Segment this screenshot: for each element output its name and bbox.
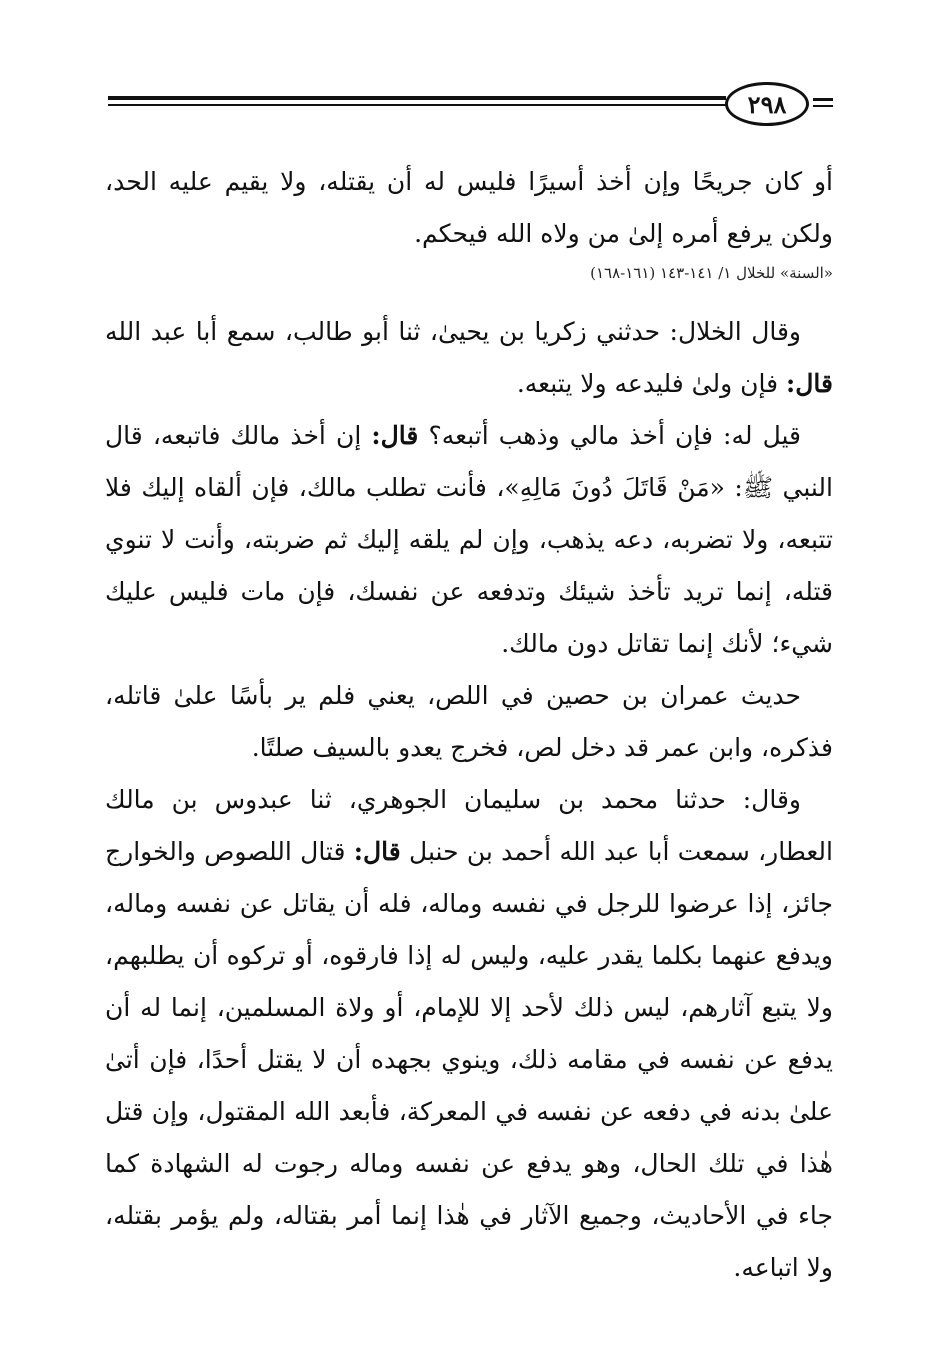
qala-label: قال:: [786, 369, 833, 398]
paragraph-text: فإن ولىٰ فليدعه ولا يتبعه.: [516, 369, 787, 398]
header-rule-end: [813, 98, 833, 107]
paragraph: حديث عمران بن حصين في اللص، يعني فلم ير بأسًا علىٰ قاتله، فذكره، وابن عمر قد دخل لص، فخرج يعدو بالسيف صلتًا.: [105, 681, 833, 762]
paragraph-text: قتال اللصوص والخوارج جائز، إذا عرضوا للرجل في نفسه وماله، فله أن يقاتل عن نفسه وماله، ويدفع عنهما بكلما يقدر عليه، وليس له إذا فارقوه، أو تركوه أن يطلبهم، ولا يتبع آثارهم، ليس ذلك لأحد إلا للإمام، أو ولاة المسلمين، إنما له أن يدفع عن نفسه في مقامه ذلك، وينوي بجهده أن لا يقتل أحدًا، فإن أتىٰ علىٰ بدنه في دفعه عن نفسه في المعركة، فأبعد الله المقتول، وإن قتل هٰذا في تلك الحال، وهو يدفع عن نفسه وماله رجوت له الشهادة كما جاء في الأحاديث، وجميع الآثار في هٰذا إنما أمر بقتاله، ولم يؤمر بقتله، ولا اتباعه.: [105, 837, 833, 1282]
page-body: [105, 156, 833, 1294]
source-citation: «السنة» للخلال ١/ ١٤١-١٤٣ (١٦١-١٦٨): [590, 264, 833, 282]
paragraph-text: وقال: حدثنا محمد بن سليمان الجوهري، ثنا عبدوس بن مالك العطار، سمعت أبا عبد الله أحمد بن حنبل: [105, 785, 833, 866]
paragraph-text: إن أخذ مالك فاتبعه، قال النبي ﷺ: «مَنْ قَاتَلَ دُونَ مَالِهِ»، فأنت تطلب مالك، فإن ألقاه إليك فلا تتبعه، ولا تضربه، دعه يذهب، وإن لم يلقه إليك ثم ضربته، وأنت لا تنوي قتله، إنما تريد تأخذ شيئك وتدفعه عن نفسك، فإن مات فليس عليك شيء؛ لأنك إنما تقاتل دون مالك.: [105, 421, 833, 658]
paragraph: [105, 410, 833, 670]
paragraph: [105, 306, 833, 410]
qala-label: قال:: [371, 421, 419, 450]
qala-label: قال:: [353, 837, 401, 866]
page-number: ٢٩٨: [725, 82, 809, 126]
paragraph-text: وقال الخلال: حدثني زكريا بن يحيىٰ، ثنا أبو طالب، سمع أبا عبد الله: [105, 317, 801, 346]
paragraph-text: قيل له: فإن أخذ مالي وذهب أتبعه؟: [418, 421, 802, 450]
header-rule: [108, 96, 726, 106]
paragraph: [105, 774, 833, 1294]
page-header: [108, 82, 833, 132]
paragraph: أو كان جريحًا وإن أخذ أسيرًا فليس له أن يقتله، ولا يقيم عليه الحد، ولكن يرفع أمره إلىٰ من ولاه الله فيحكم.: [105, 167, 833, 248]
